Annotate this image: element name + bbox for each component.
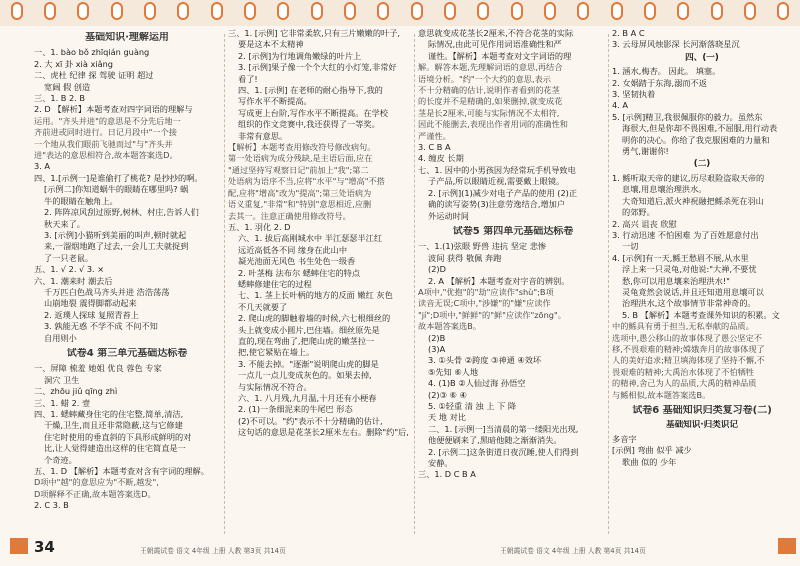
subsection-title: 基础知识·归类识记 xyxy=(665,420,738,431)
section-title: 试卷5 第四单元基础达标卷 xyxy=(452,225,574,237)
ring-icon xyxy=(44,2,56,20)
answer-line: 齐前进或同时进行。日记月段中"一个接 xyxy=(34,127,177,138)
answer-line: 第一处语病为成分残缺,是主语后面,应在 xyxy=(228,153,373,164)
answer-line: 自用则小 xyxy=(44,332,77,343)
answer-line: 多音字 xyxy=(612,433,637,444)
column-1 xyxy=(34,28,220,538)
answer-line: 解。解答本题,先理解词语的意思,再结合 xyxy=(418,62,563,73)
answer-line: 与鲧相似,故本题答案选B。 xyxy=(612,389,711,400)
answer-line: 3. 孰能无惑 不学不成 不问不知 xyxy=(44,321,158,332)
answer-line: 凝光池面无风色 书生处色一级香 xyxy=(238,256,356,267)
answer-line: 【解析】本题考查用修改符号修改病句。 xyxy=(228,142,376,153)
ring-icon xyxy=(411,2,423,20)
answer-line: 三、1. 蜡 2. 壹 xyxy=(34,397,91,408)
answer-line: 5. [示例]精卫,我很佩服你的毅力。虽然东 xyxy=(612,111,763,122)
answer-line: 大奇知道后,派火神祝融把鲧杀死在羽山 xyxy=(622,195,764,206)
answer-line: [示例] 弯曲 似乎 减少 xyxy=(612,445,692,456)
answer-line: 天 地 对比 xyxy=(428,412,466,423)
ring-icon xyxy=(611,2,623,20)
answer-line: "jí";D项中,"鲜鲜"的"鲜"应读作"zōng"。 xyxy=(418,309,566,320)
answer-line: 2. 高兴 诅丧 欣慰 xyxy=(612,218,677,229)
answer-line: 2. 女娲踏于东海,溺而不返 xyxy=(612,77,707,88)
answer-line: 比,让人觉得建造出这样的住宅简直是一 xyxy=(44,443,186,454)
answer-line: 头上就变成小圆片,巴住墙。细丝原先是 xyxy=(238,324,380,335)
answer-line: 子产品,所以眼睛近视,需要戴上眼镜。 xyxy=(428,176,565,187)
page-gutter xyxy=(414,34,415,534)
answer-line: 一、1.(1)弦眼 野兽 违抗 坚定 悲惨 xyxy=(418,241,547,252)
answer-line: 3. A xyxy=(34,161,51,172)
answer-line: 宽阔 假 创造 xyxy=(44,81,91,92)
answer-line: 一、屏障 梳羞 她姐 优良 蓉色 专家 xyxy=(34,363,162,374)
subsection-title: 四、(一) xyxy=(685,52,719,63)
answer-line: 秋天来了。 xyxy=(44,218,85,229)
answer-line: 3. [示例]果子像一个个大红的小灯笼,非常好 xyxy=(238,62,397,73)
answer-line: 严谨性。 xyxy=(418,130,451,141)
answer-line: 2. [示例](1)减少对电子产品的使用 (2)正 xyxy=(428,187,578,198)
binding-rings xyxy=(0,2,800,22)
answer-line: 勇气,谢谢你! xyxy=(622,146,669,157)
answer-line: 2. A 【解析】本题考查对字音的辨别。 xyxy=(428,275,570,286)
answer-line: 六、1. 潮来时 潮去后 xyxy=(34,275,113,286)
answer-line: 六、1. 拔后高刚城水中 半江瑟瑟半江红 xyxy=(238,233,383,244)
answer-line: ⑤先知 ⑥人地 xyxy=(428,366,479,377)
ring-icon xyxy=(644,2,656,20)
answer-line: 三、1. [示例] 它非常柔软,只有三片嫩嫩的叶子, xyxy=(228,28,400,38)
answer-line: 故本题答案选B。 xyxy=(418,321,481,332)
column-2 xyxy=(228,28,418,538)
answer-line: 运用。"齐头并进"的意思是不分先后地一 xyxy=(34,115,181,126)
answer-line: 不几天就要了 xyxy=(238,301,288,312)
ring-icon xyxy=(277,2,289,20)
answer-line: 蟋蟀修建住宅的过程 xyxy=(238,278,312,289)
answer-line: [示例二]你知道蜗牛的眼睛在哪里吗? 蜗 xyxy=(44,184,189,195)
ring-icon xyxy=(244,2,256,20)
answer-line: 三、1. B 2. B xyxy=(34,93,86,104)
ring-icon xyxy=(77,2,89,20)
answer-line: 住宅时使用的垂直斜的下具形成鲜明的对 xyxy=(44,431,192,442)
ring-icon xyxy=(711,2,723,20)
ring-icon xyxy=(211,2,223,20)
ring-icon xyxy=(511,2,523,20)
answer-line: 七、1. 因中的小男孩因为经常玩手机导致电 xyxy=(418,164,576,175)
answer-line: (2)③ ⑥ ④ xyxy=(428,389,467,400)
answer-line: 二、虎杜 纪律 探 驾驶 证明 超过 xyxy=(34,70,154,81)
answer-line: 2. D 【解析】本题考查对四字词语的理解与 xyxy=(34,104,193,115)
answer-line: 息壤,用息壤治理洪水。 xyxy=(622,184,707,195)
answer-line: 4. 缠皮 长期 xyxy=(418,153,464,164)
answer-line: 把,使它紧贴在墙上。 xyxy=(238,347,315,358)
answer-line: 看了! xyxy=(238,73,258,84)
ring-icon xyxy=(477,2,489,20)
answer-line: 直的,现在弯曲了,把爬山虎的嫩茎拉一 xyxy=(238,335,375,346)
answer-line: 进"表达的意思相符合,故本题答案选D。 xyxy=(34,150,178,161)
ring-icon xyxy=(444,2,456,20)
answer-line: 治理洪水,这个故事情节非常神奇的。 xyxy=(622,298,756,309)
ring-icon xyxy=(11,2,23,20)
answer-line: 安静。 xyxy=(428,458,453,469)
answer-line: 远近高低各不同 缘身在此山中 xyxy=(238,244,348,255)
answer-line: 五、1. √ 2. √ 3. × xyxy=(34,264,105,275)
column-divider xyxy=(608,34,609,534)
column-divider xyxy=(224,34,225,534)
ring-icon xyxy=(111,2,123,20)
ring-icon xyxy=(144,2,156,20)
answer-line: 歌曲 似的 少年 xyxy=(622,456,677,467)
answer-line: 了一只老鼠。 xyxy=(44,252,94,263)
answer-line: 灵龟竟然会说话,并且还知道用息壤可以 xyxy=(622,286,764,297)
answer-line: (2)B xyxy=(428,332,446,343)
answer-line: 写作水平不断提高。 xyxy=(238,96,312,107)
answer-line: 山崩地裂 震得脚都动起来 xyxy=(44,298,137,309)
answer-line: D项中"越"的意思应为"不断,越发", xyxy=(34,477,159,488)
section-title: 试卷4 第三单元基础达标卷 xyxy=(66,347,188,359)
answer-line: 明你的决心。你给了我克服困难的力量和 xyxy=(622,134,770,145)
answer-line: 二、zhōu jiǔ qīng zhì xyxy=(34,386,118,397)
answer-line: 3. C B A xyxy=(418,142,451,153)
answer-line: (2)不可以。"约"表示不十分精确的估计, xyxy=(238,415,383,426)
answer-line: 2. [示例]为行地调角嫩绿的叶片上 xyxy=(238,50,362,61)
answer-line: 四、1. 蟋蟀藏身住宅的住宅整,简单,清洁, xyxy=(34,409,184,419)
ring-icon xyxy=(744,2,756,20)
answer-line: 茎是长2厘米,可能与实际情况不太相符, xyxy=(418,107,560,118)
answer-line: 1. 鲧听取天帝的建议,历尽艰险盗取天帝的 xyxy=(612,172,765,183)
answer-line: 七、1. 茎上长叶柄的地方的反面 嫩红 灰色 xyxy=(238,290,393,301)
answer-line: 洞穴 卫生 xyxy=(44,374,80,385)
answer-line: 语境分析。"约"一个大约的意思,表示 xyxy=(418,73,551,84)
ring-icon xyxy=(377,2,389,20)
answer-line: 2. 大 xī 卦 xià xiǎng xyxy=(34,58,113,69)
answer-line: 1. 涵水,梅杏。 因此。 填塞。 xyxy=(612,66,721,77)
answer-line: 他便便刷来了,黑暗他随之渐渐消失。 xyxy=(428,435,562,446)
answer-line: 3. 云母屏风烛影深 长河渐落晓星沉 xyxy=(612,39,740,50)
answer-line: 配,应将"增高"改为"提高";第三处语病为 xyxy=(228,187,372,198)
answer-line: 2. B A C xyxy=(612,28,645,38)
answer-line: 要是这本不太精神 xyxy=(238,39,304,50)
answer-line: 确的读写姿势(3)注意劳逸结合,增加户 xyxy=(428,199,566,210)
answer-line: 3. 不能去掉。"逐渐"说明爬山虎的脚是 xyxy=(238,358,379,369)
subsection-title: (二) xyxy=(693,159,711,170)
answer-line: 4. A xyxy=(612,100,629,111)
answer-line: "通过坚持写观察日记"前加上"我";第二 xyxy=(228,164,369,175)
answer-line: 4. [示例]有一天,鲧王愁眉不展,从水里 xyxy=(612,252,749,263)
answer-line: 个奇迹。 xyxy=(44,454,77,465)
answer-line: 非常有意思。 xyxy=(238,130,288,141)
answer-line: 干燥,卫生,而且还非常隐蔽,这与它修建 xyxy=(44,420,183,431)
answer-line: 四、1. [示例] 在老师的耐心指导下,我的 xyxy=(238,85,383,96)
footer-right: 王朝霞试卷 语文 4年级 上册 人教 第4页 共14页 xyxy=(500,547,646,555)
answer-line: 2. 返璞人探球 复照青苔上 xyxy=(44,309,139,320)
answer-line: 三、1. D C B A xyxy=(418,469,476,480)
answer-line: 海很大,但是你却不畏困难,不屈服,用行动表 xyxy=(622,123,778,134)
answer-line: 谨性。【解析】本题考查对文字词语的理 xyxy=(428,50,572,61)
answer-line: (2)D xyxy=(428,264,446,275)
answer-line: A项中,"优抱"的"劫"应读作"shù";B项 xyxy=(418,286,554,297)
answer-line: 四、1.[示例一]是谁偷打了桃花? 是抄抄的啊。 xyxy=(34,172,203,183)
corner-accent xyxy=(778,538,796,554)
answer-line: 5. B 【解析】本题考查课外知识的积累。文 xyxy=(622,309,780,320)
ring-icon xyxy=(577,2,589,20)
answer-line: 2. [示例二]这条街道日夜沉睡,使人们得到 xyxy=(428,446,579,457)
answer-line: 浮上来一只灵龟,对他说:"大禅,不要忧 xyxy=(622,264,757,275)
answer-line: 2. 爬山虎的脚触着墙的时候,六七根细丝的 xyxy=(238,313,391,324)
answer-line: 外运动时间 xyxy=(428,210,469,221)
section-title: 基础知识·理解运用 xyxy=(85,32,169,43)
footer-left: 王朝霞试卷 语文 4年级 上册 人教 第3页 共14页 xyxy=(140,547,286,555)
answer-line: 人的美好追求;精卫填海体现了坚持不懈,不 xyxy=(612,355,765,366)
answer-line: 一、1. bào bǒ zhīqián guàng xyxy=(34,47,150,58)
answer-line: 的郊野。 xyxy=(622,207,655,218)
answer-line: 这句话的意思是花茎长2厘米左右。删除"约"后, xyxy=(238,427,409,438)
answer-line: D项解释不正确,故本题答案选D。 xyxy=(34,488,156,499)
answer-line: 千万匹白色战马齐头并进 浩浩荡荡 xyxy=(44,286,170,297)
answer-line: 2. C 3. B xyxy=(34,500,69,511)
answer-line: 3. 坚韧执着 xyxy=(612,89,656,100)
answer-line: 语义重复,"非常"和"特别"意思相近,应删 xyxy=(228,199,372,210)
page-number: 34 xyxy=(34,538,55,556)
ring-icon xyxy=(544,2,556,20)
answer-line: 3. [示例]小猫听到美丽的叫声,顿时就起 xyxy=(44,229,187,240)
answer-line: 意思就变成花茎长2厘米,不符合花茎的实际 xyxy=(418,28,574,38)
ring-icon xyxy=(677,2,689,20)
answer-line: 一个地从我们眼前飞驰而过"与"齐头并 xyxy=(34,138,173,149)
section-title: 试卷6 基础知识归类复习卷(二) xyxy=(632,405,772,416)
answer-line: 六、1. 八月残,九月温,十月还有小梗春 xyxy=(238,393,377,403)
answer-line: 因此不能删去,表现出作者用词的准确性和 xyxy=(418,119,568,130)
column-3 xyxy=(418,28,608,538)
answer-line: 组织的作文竞赛中,我还获得了一等奖。 xyxy=(238,119,380,130)
answer-line: 3. 行动迅速 不怕困难 为了百姓愿意付出 xyxy=(612,229,759,240)
answer-line: 选项中,愚公移山的故事体现了愚公坚定不 xyxy=(612,332,762,343)
answer-line: 五、1. D 【解析】本题考查对含有字词的理解。 xyxy=(34,466,209,477)
ring-icon xyxy=(344,2,356,20)
answer-line: 的精神,舍己为人的品质,大禹的精神品质 xyxy=(612,378,757,389)
answer-line: 二、1. [示例一]当清晨的第一缕阳光出现, xyxy=(428,423,579,434)
ring-icon xyxy=(311,2,323,20)
answer-line: 来,一溜烟地跑了过去,一会儿工夫就捉到 xyxy=(44,241,189,252)
answer-line: 牛的眼睛在触角上。 xyxy=(44,195,118,206)
answer-line: 际情况,由此可见作用词语准确性和严 xyxy=(428,39,562,50)
ring-icon xyxy=(177,2,189,20)
answer-line: 2. (1)一条细泥来的牛尾巴 形态 xyxy=(238,404,353,415)
answer-line: 波间 获得 敬佩 奔跑 xyxy=(428,252,502,263)
answer-line: 5. ①轻重 清 浊 上 下 降 xyxy=(428,401,517,411)
corner-accent xyxy=(10,538,28,554)
answer-line: 与实际情况不符合。 xyxy=(238,381,312,392)
answer-line: 畏艰难的精神;大禹治水体现了不怕牺牲 xyxy=(612,366,754,377)
answer-line: 五、1. 羽化 2. D xyxy=(228,221,291,232)
answer-line: 移,不畏艰难的精神;嫦娥奔月的故事体现了 xyxy=(612,343,765,354)
answer-line: 处语病为语序不当,应将"水平"与"增高"不搭 xyxy=(228,176,385,187)
answer-line: 读音无误;C项中,"涉嫌"的"嫌"应读作 xyxy=(418,298,551,309)
answer-line: 不十分精确的估计,说明作者看到的花茎 xyxy=(418,85,560,96)
answer-line: 的长度并不是精确的,如果删掉,就变成花 xyxy=(418,96,563,107)
answer-line: 2. 阵阵凉风刮过原野,树林、村庄,告诉人们 xyxy=(44,207,199,218)
column-4 xyxy=(612,28,792,538)
answer-line: 4. (1)B ②人仙过海 孙悟空 xyxy=(428,378,526,389)
answer-line: 一切 xyxy=(622,241,639,252)
answer-line: 写成更上台阶,写作水平不断提高。在学校 xyxy=(238,107,388,118)
answer-line: (3)A xyxy=(428,343,446,354)
answer-line: 去其一。注意正确使用修改符号。 xyxy=(228,210,351,221)
answer-line: 2. 叶茎梅 法布尔 蟋蟀住宅的特点 xyxy=(238,267,361,278)
answer-line: 一点儿一点儿变成灰色的。如果去掉, xyxy=(238,370,372,381)
answer-line: 中的鲧具有勇于担当,无私奉献的品质。 xyxy=(612,321,754,332)
answer-line: 3. ①头骨 ②跨度 ③神通 ④效坏 xyxy=(428,355,542,366)
answer-line: 愁,你可以用息壤来治理洪水!" xyxy=(622,275,730,286)
ring-icon xyxy=(777,2,789,20)
